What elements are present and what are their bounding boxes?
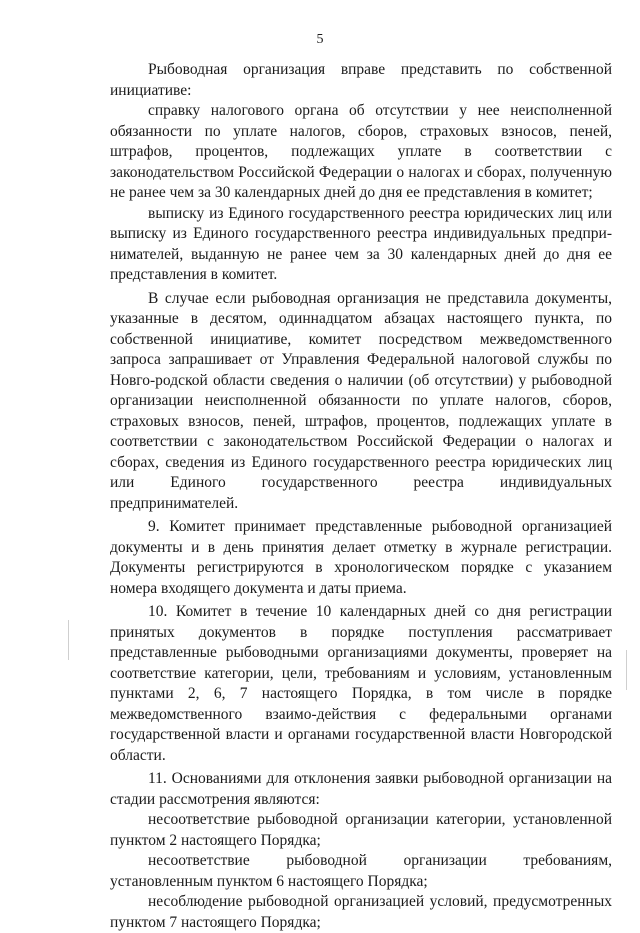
left-margin-mark [68, 620, 69, 660]
right-margin-mark [626, 650, 627, 690]
paragraph-registry-extract: выписку из Единого государственного реестра юридических лиц или выписку из Единого государственного реестра индивидуальных предпри-нимателей, выданную не ранее чем за 30 календарных дней до дня ее представления в комитет. [110, 204, 612, 283]
paragraph-item-9: 9. Комитет принимает представленные рыбоводной организацией документы и в день принятия делает отметку в журнале регистрации. Документы регистрируются в хронологическом порядке с указанием номера входящего документа и даты приема. [110, 518, 612, 597]
paragraph-item-10: 10. Комитет в течение 10 календарных дней со дня регистрации принятых документов в порядке поступления рассматривает представленные рыбоводными организациями документы, проверяет на соответствие категории, цели, требованиям и условиям, установленным пунктами 2, 6, 7 настоящего Порядка, в том числе в порядке межведомственного взаимо-действия с федеральными органами государственной власти и органами государственной власти Новгородской области. [110, 603, 612, 764]
paragraph-item-11: 11. Основаниями для отклонения заявки рыбоводной организации на стадии рассмотрения являются: [110, 770, 612, 808]
paragraph-reason-requirements: несоответствие рыбоводной организации требованиям, установленным пунктом 6 настоящего Порядка; [110, 852, 612, 890]
paragraph-reason-conditions: несоблюдение рыбоводной организацией условий, предусмотренных пунктом 7 настоящего Порядка; [110, 893, 612, 931]
paragraph-interagency-request: В случае если рыбоводная организация не представила документы, указанные в десятом, одиннадцатом абзацах настоящего пункта, по собственной инициативе, комитет посредством межведомственного запроса запрашивает от Управления Федеральной налоговой службы по Новго-родской области сведения о наличии (об отсутствии) у рыбоводной организации неисполненной обязанности по уплате налогов, сборов, страховых взносов, пеней, штрафов, процентов, подлежащих уплате в соответствии с законодательством Российской Федерации о налогах и сборах, сведения из Единого государственного реестра юридических лиц или Единого государственного реестра индивидуальных предпринимателей. [110, 289, 612, 512]
paragraph-reason-category: несоответствие рыбоводной организации категории, установленной пунктом 2 настоящего Порядка; [110, 811, 612, 849]
paragraph-intro: Рыбоводная организация вправе представить по собственной инициативе: [110, 61, 612, 99]
paragraph-tax-certificate: справку налогового органа об отсутствии у нее неисполненной обязанности по уплате налогов, сборов, страховых взносов, пеней, штрафов, процентов, подлежащих уплате в соответствии с законодательством Российской Федерации о налогах и сборах, полученную не ранее чем за 30 календарных дней до дня ее представления в комитет; [110, 102, 612, 201]
page-number: 5 [316, 32, 324, 47]
document-body [110, 60, 612, 933]
